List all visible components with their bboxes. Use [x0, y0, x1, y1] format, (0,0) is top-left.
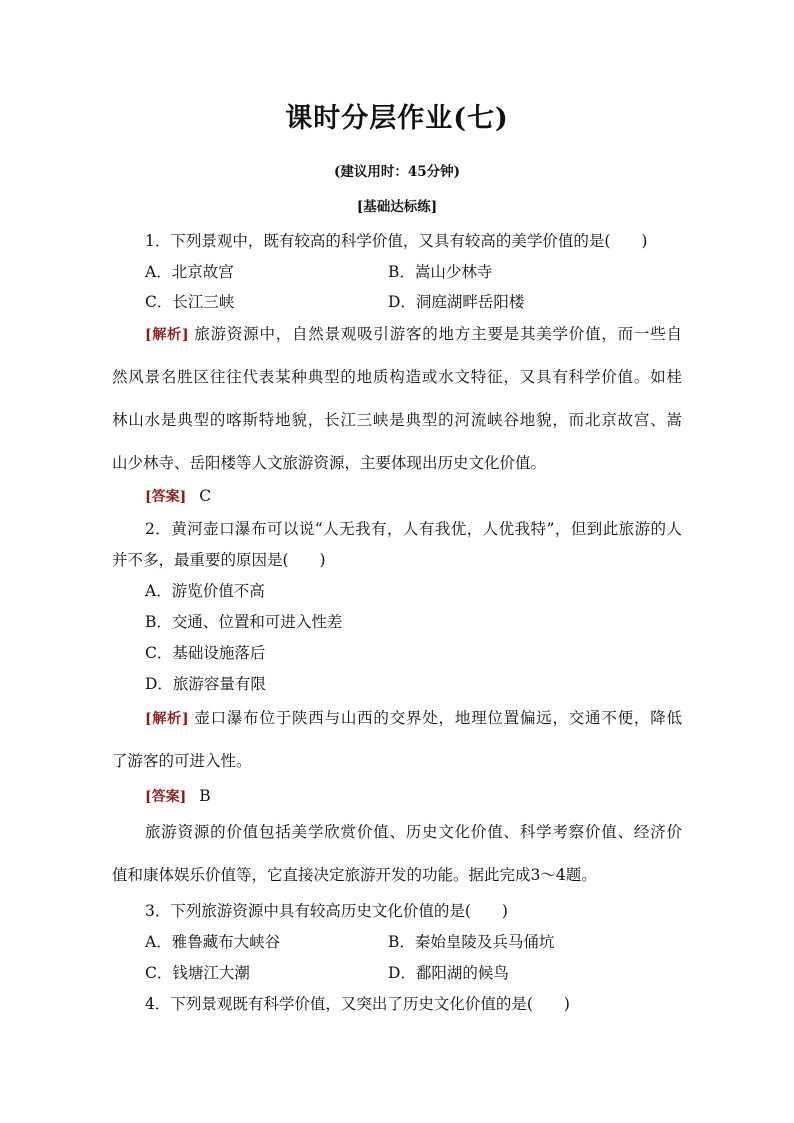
- q2-analysis-line-1: 壶口瀑布位于陕西与山西的交界处，地理位置偏远，交通不便，降低: [194, 709, 682, 727]
- q1-analysis-tag: [解析]: [145, 327, 189, 343]
- q3-stem: 3．下列旅游资源中具有较高历史文化价值的是( ): [145, 902, 508, 920]
- q1-answer-value: C: [199, 487, 212, 505]
- section-heading: [基础达标练]: [356, 199, 438, 215]
- q2-answer-tag: [答案]: [145, 789, 187, 805]
- q2-option-d: D．旅游容量有限: [145, 675, 266, 693]
- q3-option-c: C．钱塘江大潮: [145, 964, 250, 982]
- q1-option-d: D．洞庭湖畔岳阳楼: [388, 293, 525, 311]
- q1-analysis-line-2: 然风景名胜区往往代表某种典型的地质构造或水文特征，又具有科学价值。如桂: [112, 368, 682, 386]
- q2-option-c: C．基础设施落后: [145, 644, 266, 662]
- q1-stem: 1．下列景观中，既有较高的科学价值，又具有较高的美学价值的是( ): [145, 232, 648, 250]
- q1-analysis-line-1: 旅游资源中，自然景观吸引游客的地方主要是其美学价值，而一些自: [194, 325, 682, 343]
- q2-analysis-line-2: 了游客的可进入性。: [112, 752, 252, 770]
- q3-option-b: B．秦始皇陵及兵马俑坑: [388, 933, 555, 951]
- q1-analysis: [112, 324, 682, 496]
- q3-option-d: D．鄱阳湖的候鸟: [388, 964, 509, 982]
- q1-analysis-line-4: 山少林寺、岳阳楼等人文旅游资源，主要体现出历史文化价值。: [112, 454, 547, 472]
- intro-paragraph: [112, 822, 682, 908]
- q2-option-a: A．游览价值不高: [145, 582, 265, 600]
- q2-answer-value: B: [199, 787, 211, 805]
- q2-stem-line-2: 并不多，最重要的原因是( ): [112, 551, 326, 569]
- q1-option-c: C．长江三峡: [145, 293, 235, 311]
- q2-stem-line-1: 2．黄河壶口瀑布可以说“人无我有，人有我优，人优我特”，但到此旅游的人: [145, 520, 682, 538]
- q2-option-b: B．交通、位置和可进入性差: [145, 613, 343, 631]
- page-title: 课时分层作业(七): [285, 103, 509, 134]
- q3-option-a: A．雅鲁藏布大峡谷: [145, 933, 281, 951]
- q1-analysis-line-3: 林山水是典型的喀斯特地貌，长江三峡是典型的河流峡谷地貌，而北京故宫、嵩: [112, 411, 682, 429]
- intro-line-2: 值和康体娱乐价值等，它直接决定旅游开发的功能。据此完成3～4题。: [112, 866, 597, 884]
- intro-line-1: 旅游资源的价值包括美学欣赏价值、历史文化价值、科学考察价值、经济价: [145, 823, 682, 841]
- q2-analysis-tag: [解析]: [145, 711, 189, 727]
- q2-analysis: [112, 708, 682, 794]
- q1-option-a: A．北京故宫: [145, 263, 234, 281]
- q2-answer: [145, 786, 211, 806]
- q1-option-b: B．嵩山少林寺: [388, 263, 493, 281]
- q1-answer-tag: [答案]: [145, 489, 187, 505]
- q4-stem: 4．下列景观既有科学价值，又突出了历史文化价值的是( ): [145, 995, 570, 1013]
- time-note: (建议用时：45分钟): [333, 164, 461, 180]
- q1-answer: [145, 486, 211, 506]
